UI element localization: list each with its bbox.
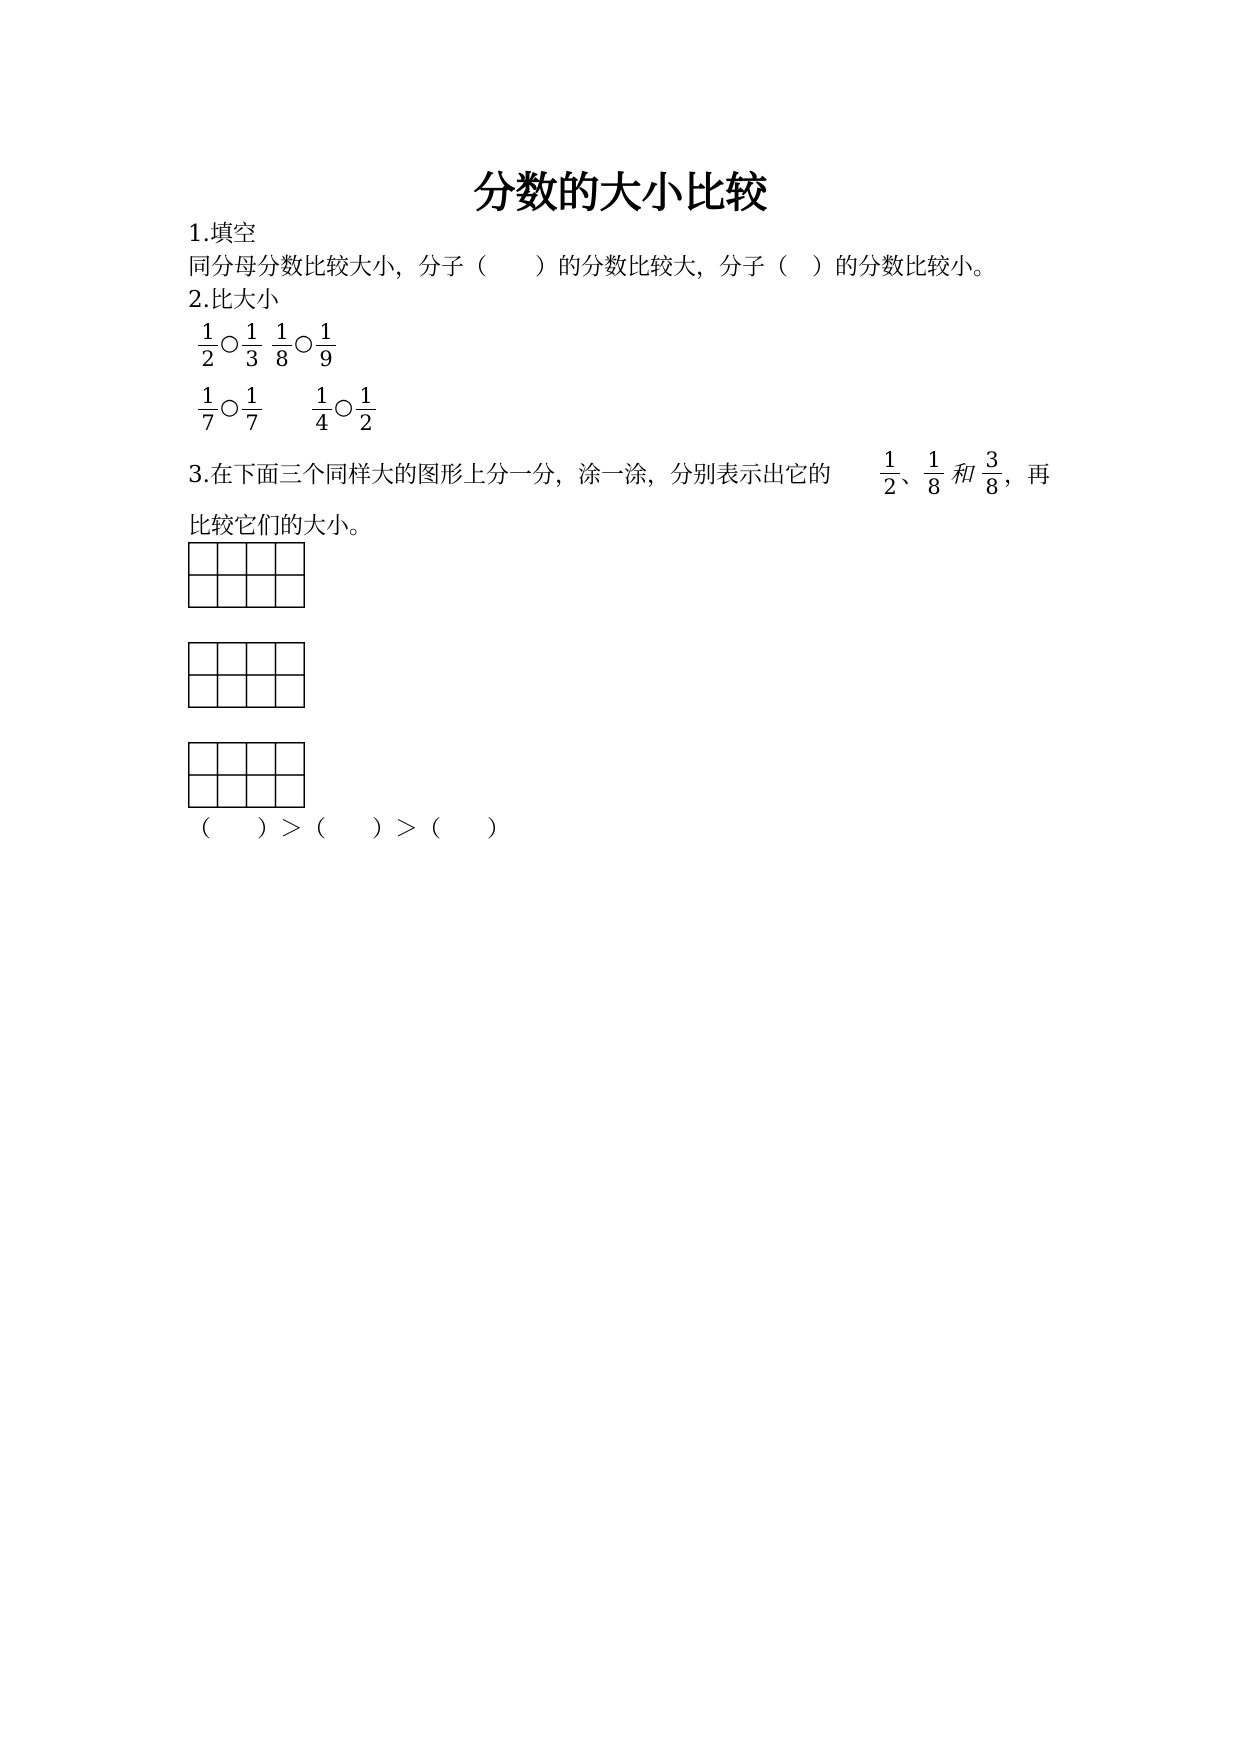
q1-label: 1.填空	[188, 221, 256, 247]
compare-circle-1[interactable]: ○	[220, 331, 240, 356]
compare-circle-3[interactable]: ○	[220, 395, 240, 420]
q1-text-c: ）的分数比较小。	[812, 254, 996, 280]
q1-text	[188, 253, 996, 281]
q1-text-a: 同分母分数比较大小，分子（	[188, 254, 487, 280]
q3-and: 和	[950, 462, 973, 488]
grid-figure-3[interactable]	[188, 742, 305, 808]
grid-figure-1[interactable]	[188, 542, 305, 608]
q3-text-a: 3.在下面三个同样大的图形上分一分，涂一涂，分别表示出它的	[188, 462, 831, 488]
fraction-1-7-a: 1 7	[198, 384, 218, 435]
q3-fraction-3-8: 3 8	[982, 448, 1002, 499]
fraction-1-7-b: 1 7	[242, 384, 262, 435]
grid-figure-2[interactable]	[188, 642, 305, 708]
q3-text-b: ，再	[1004, 462, 1050, 488]
q3-answer-line[interactable]: （ ）＞（ ）＞（ ）	[188, 816, 510, 842]
q2-label: 2.比大小	[188, 287, 279, 313]
fraction-1-2-b: 1 2	[356, 384, 376, 435]
compare-circle-2[interactable]: ○	[294, 331, 314, 356]
fraction-1-4: 1 4	[312, 384, 332, 435]
fraction-1-8: 1 8	[272, 320, 292, 371]
fraction-1-9: 1 9	[316, 320, 336, 371]
page-title: 分数的大小比较	[473, 168, 768, 217]
q3-separator: 、	[901, 462, 924, 488]
q1-text-b: ）的分数比较大，分子（	[535, 254, 788, 280]
q3-fraction-1-2: 1 2	[880, 448, 900, 499]
q3-text-c: 比较它们的大小。	[188, 513, 372, 539]
q3-fraction-1-8: 1 8	[924, 448, 944, 499]
fraction-1-3: 1 3	[242, 320, 262, 371]
compare-circle-4[interactable]: ○	[334, 395, 354, 420]
fraction-1-2: 1 2	[198, 320, 218, 371]
